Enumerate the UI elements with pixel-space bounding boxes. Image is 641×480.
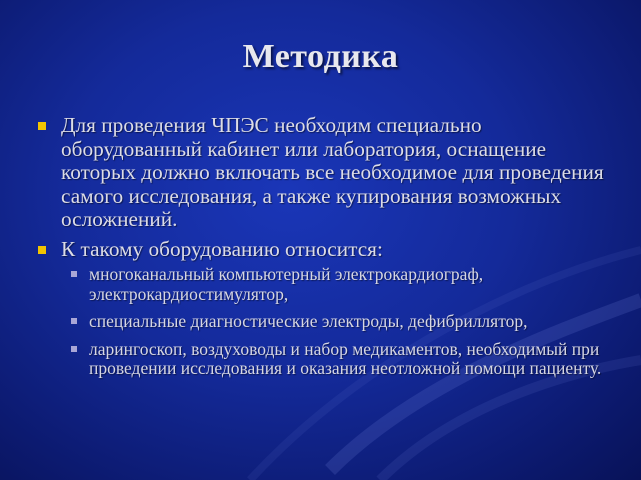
slide-title: Методика	[242, 38, 399, 75]
square-bullet-icon	[38, 246, 46, 254]
bullet-text: Для проведения ЧПЭС необходим специально оборудованный кабинет или лаборатория, оснащение которых должно включать все необходимое для проведения самого исследования, а также купирования возможных осложнений.	[61, 113, 604, 231]
small-square-bullet-icon	[71, 318, 77, 324]
sub-bullet-text: ларингоскоп, воздуховоды и набор медикаментов, необходимый при проведении исследования и оказания неотложной помощи пациенту.	[89, 338, 602, 378]
bullet-item-requirements	[36, 114, 616, 232]
sub-bullet-text: специальные диагностические электроды, дефибриллятор,	[89, 311, 528, 331]
sub-bullet-text: многоканальный компьютерный электрокардиограф, электрокардиостимулятор,	[89, 264, 484, 304]
small-square-bullet-icon	[71, 346, 77, 352]
bullet-item-equipment	[36, 238, 616, 379]
equipment-sublist	[61, 265, 616, 379]
small-square-bullet-icon	[71, 271, 77, 277]
bullet-text: К такому оборудованию относится:	[61, 236, 383, 261]
sub-bullet-item	[69, 340, 616, 379]
sub-bullet-item	[69, 312, 616, 332]
slide-content	[36, 114, 616, 387]
square-bullet-icon	[38, 122, 46, 130]
sub-bullet-item	[69, 265, 616, 304]
